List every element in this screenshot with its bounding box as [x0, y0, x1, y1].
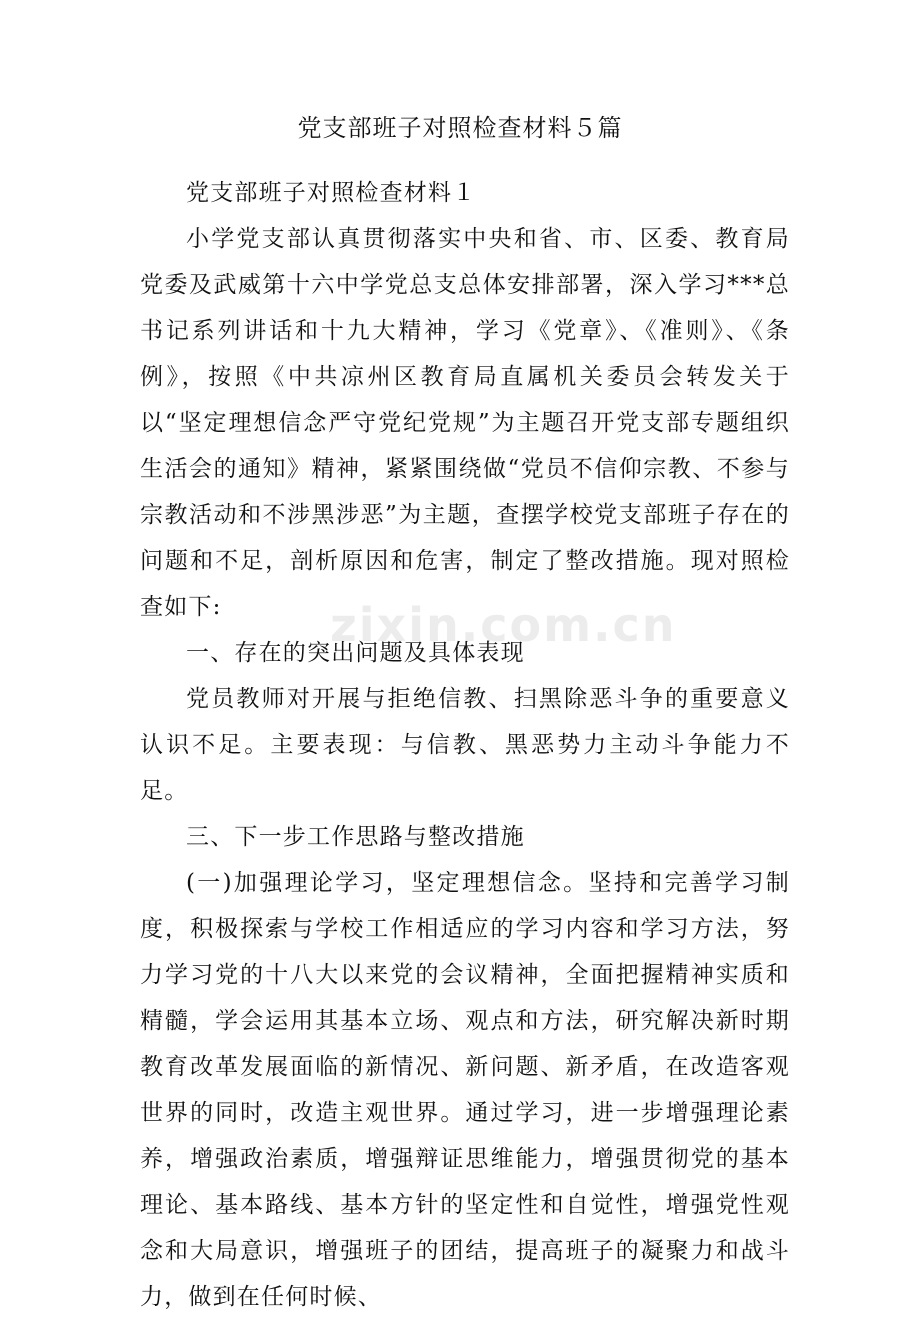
- section-heading: 党支部班子对照检查材料１: [186, 180, 477, 206]
- watermark: zixin.com.cn: [330, 598, 677, 652]
- section-heading: 三、下一步工作思路与整改措施: [186, 824, 525, 850]
- body-paragraph: 党员教师对开展与拒绝信教、扫黑除恶斗争的重要意义认识不足。主要表现：与信教、黑恶势力主动斗争能力不足。: [140, 686, 790, 804]
- body-paragraph: 小学党支部认真贯彻落实中央和省、市、区委、教育局党委及武威第十六中学党总支总体安排部署，深入学习***总书记系列讲话和十九大精神，学习《党章》、《准则》、《条例》，按照《中共凉州区教育局直属机关委员会转发关于以“坚定理想信念严守党纪党规”为主题召开党支部专题组织生活会的通知》精神，紧紧围绕做“党员不信仰宗教、不参与宗教活动和不涉黑涉恶”为主题，查摆学校党支部班子存在的问题和不足，剖析原因和危害，制定了整改措施。现对照检查如下:: [140, 226, 790, 620]
- section-heading: 一、存在的突出问题及具体表现: [186, 640, 525, 666]
- body-paragraph: (一)加强理论学习，坚定理想信念。坚持和完善学习制度，积极探索与学校工作相适应的学习内容和学习方法，努力学习党的十八大以来党的会议精神，全面把握精神实质和精髓，学会运用其基本立场、观点和方法，研究解决新时期教育改革发展面临的新情况、新问题、新矛盾，在改造客观世界的同时，改造主观世界。通过学习，进一步增强理论素养，增强政治素质，增强辩证思维能力，增强贯彻党的基本理论、基本路线、基本方针的坚定性和自觉性，增强党性观念和大局意识，增强班子的团结，提高班子的凝聚力和战斗力，做到在任何时候、: [140, 870, 790, 1310]
- document-body: [140, 170, 790, 1320]
- document-title: 党支部班子对照检查材料５篇: [297, 114, 623, 142]
